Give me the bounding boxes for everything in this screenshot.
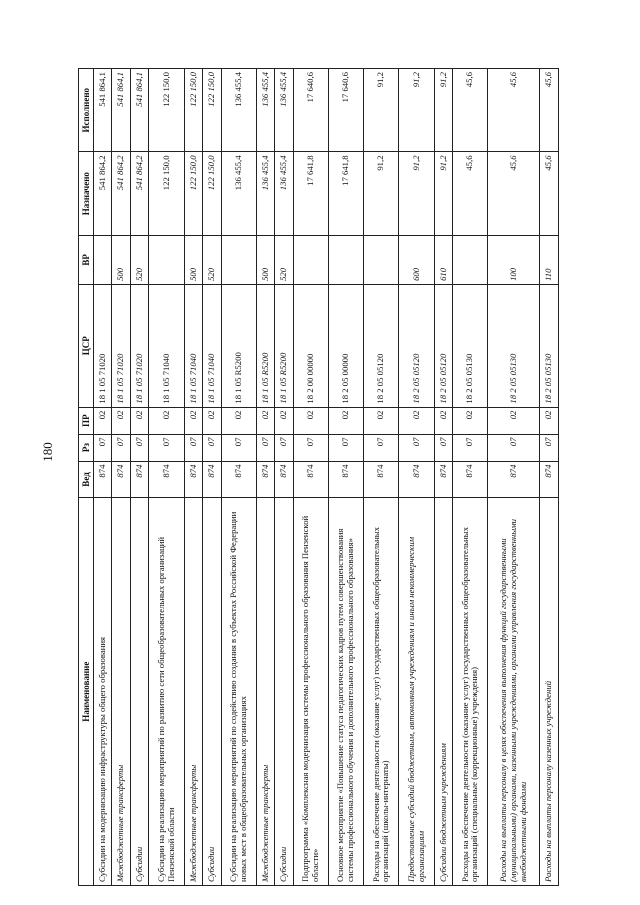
cell-vr: 600 [399,235,434,284]
cell-ved: 874 [94,461,112,498]
cell-rz: 07 [488,434,540,461]
cell-vr: 520 [203,235,221,284]
table-row [184,69,202,886]
cell-assigned: 17 641,8 [293,152,328,235]
cell-name: Межбюджетные трансферты [184,498,202,886]
cell-pr: 02 [130,407,148,434]
cell-ved: 874 [130,461,148,498]
cell-executed: 91,2 [434,69,452,152]
cell-pr: 02 [184,407,202,434]
cell-assigned: 122 150,0 [149,152,184,235]
cell-ved: 874 [149,461,184,498]
cell-name: Межбюджетные трансферты [256,498,274,886]
table-row [275,69,293,886]
cell-ved: 874 [203,461,221,498]
cell-csr: 18 2 05 05120 [364,284,399,407]
cell-name: Расходы на обеспечение деятельности (оказание услуг) государственных общеобразовательных организаций (школы-интернаты) [364,498,399,886]
cell-pr: 02 [488,407,540,434]
cell-pr: 02 [275,407,293,434]
cell-name: Субсидии [275,498,293,886]
cell-csr: 18 1 05 R5200 [256,284,274,407]
cell-ved: 874 [364,461,399,498]
cell-executed: 91,2 [364,69,399,152]
table-row [149,69,184,886]
cell-csr: 18 1 05 71040 [203,284,221,407]
cell-executed: 45,6 [540,69,559,152]
cell-vr: 520 [130,235,148,284]
cell-pr: 02 [540,407,559,434]
table-row [364,69,399,886]
cell-vr: 500 [184,235,202,284]
cell-executed: 541 864,1 [112,69,130,152]
cell-vr: 100 [488,235,540,284]
cell-executed: 541 864,1 [94,69,112,152]
cell-rz: 07 [328,434,363,461]
cell-name: Расходы на выплаты персоналу в целях обеспечения выполнения функций государственными (муниципальными) органами, казенными учреждениями, органами управления государственными внебюджетными фондами [488,498,540,886]
cell-pr: 02 [256,407,274,434]
table-row [293,69,328,886]
cell-executed: 122 150,0 [203,69,221,152]
cell-ved: 874 [434,461,452,498]
cell-ved: 874 [256,461,274,498]
cell-rz: 07 [221,434,256,461]
cell-executed: 91,2 [399,69,434,152]
cell-rz: 07 [149,434,184,461]
cell-executed: 136 455,4 [221,69,256,152]
cell-name: Расходы на обеспечение деятельности (оказание услуг) государственных общеобразовательных организаций (специальные (коррекционные) учреждения) [453,498,488,886]
cell-ved: 874 [221,461,256,498]
cell-assigned: 541 864,2 [94,152,112,235]
cell-name: Расходы на выплаты персоналу казенных учреждений [540,498,559,886]
cell-pr: 02 [112,407,130,434]
cell-executed: 541 864,1 [130,69,148,152]
cell-csr: 18 2 05 05130 [540,284,559,407]
cell-csr: 18 2 05 05130 [453,284,488,407]
header-pr: ПР [79,407,94,434]
cell-csr: 18 1 05 R5200 [275,284,293,407]
cell-ved: 874 [488,461,540,498]
cell-ved: 874 [275,461,293,498]
cell-assigned: 541 864,2 [130,152,148,235]
cell-ved: 874 [112,461,130,498]
cell-name: Предоставление субсидий бюджетным, автономным учреждениям и иным некоммерческим организациям [399,498,434,886]
cell-ved: 874 [540,461,559,498]
cell-pr: 02 [364,407,399,434]
cell-assigned: 136 455,4 [221,152,256,235]
cell-pr: 02 [149,407,184,434]
cell-csr: 18 2 05 00000 [328,284,363,407]
cell-pr: 02 [94,407,112,434]
cell-pr: 02 [328,407,363,434]
table-row [328,69,363,886]
cell-executed: 17 640,6 [328,69,363,152]
table-row [203,69,221,886]
cell-rz: 07 [203,434,221,461]
cell-assigned: 122 150,0 [203,152,221,235]
cell-ved: 874 [184,461,202,498]
cell-assigned: 136 455,4 [256,152,274,235]
cell-csr: 18 1 05 71040 [184,284,202,407]
cell-csr: 18 1 05 71020 [94,284,112,407]
cell-executed: 136 455,4 [275,69,293,152]
cell-csr: 18 1 05 71020 [112,284,130,407]
header-assigned: Назначено [79,152,94,235]
cell-assigned: 17 641,8 [328,152,363,235]
cell-vr [221,235,256,284]
budget-table [78,68,559,886]
cell-name: Подпрограмма «Комплексная модернизация системы профессионального образования Пензенской области» [293,498,328,886]
cell-rz: 07 [130,434,148,461]
cell-rz: 07 [453,434,488,461]
cell-assigned: 45,6 [453,152,488,235]
cell-rz: 07 [399,434,434,461]
cell-assigned: 122 150,0 [184,152,202,235]
cell-rz: 07 [112,434,130,461]
cell-name: Субсидии на реализацию мероприятий по содействию создания в субъектах Российской Федерации новых мест в общеобразовательных организациях [221,498,256,886]
cell-ved: 874 [293,461,328,498]
cell-rz: 07 [275,434,293,461]
cell-ved: 874 [328,461,363,498]
cell-name: Субсидии бюджетным учреждениям [434,498,452,886]
cell-assigned: 541 864,2 [112,152,130,235]
cell-csr: 18 1 05 71040 [149,284,184,407]
cell-pr: 02 [399,407,434,434]
header-executed: Исполнено [79,69,94,152]
cell-vr [453,235,488,284]
cell-csr: 18 2 05 05120 [399,284,434,407]
header-name: Наименование [79,498,94,886]
cell-pr: 02 [293,407,328,434]
cell-vr [149,235,184,284]
cell-executed: 45,6 [453,69,488,152]
cell-assigned: 91,2 [434,152,452,235]
cell-pr: 02 [203,407,221,434]
cell-vr [364,235,399,284]
cell-executed: 17 640,6 [293,69,328,152]
table-row [112,69,130,886]
cell-ved: 874 [453,461,488,498]
table-row [488,69,540,886]
cell-assigned: 91,2 [399,152,434,235]
cell-rz: 07 [364,434,399,461]
cell-rz: 07 [184,434,202,461]
cell-assigned: 136 455,4 [275,152,293,235]
cell-name: Основное мероприятие «Повышение статуса педагогических кадров путем совершенствования системы профессионального обучения и дополнительного профессионального образования» [328,498,363,886]
table-row [540,69,559,886]
cell-name: Межбюджетные трансферты [112,498,130,886]
cell-name: Субсидии на модернизацию инфраструктуры общего образования [94,498,112,886]
cell-executed: 122 150,0 [184,69,202,152]
table-header-row [79,69,94,886]
table-row [130,69,148,886]
cell-rz: 07 [94,434,112,461]
table-row [399,69,434,886]
cell-csr: 18 2 05 05120 [434,284,452,407]
cell-assigned: 45,6 [488,152,540,235]
cell-vr: 520 [275,235,293,284]
cell-executed: 122 150,0 [149,69,184,152]
table-body [94,69,559,886]
cell-pr: 02 [453,407,488,434]
cell-rz: 07 [293,434,328,461]
cell-vr [328,235,363,284]
cell-name: Субсидии на реализацию мероприятий по развитию сети общеобразовательных организаций Пензенской области [149,498,184,886]
cell-rz: 07 [256,434,274,461]
cell-vr [293,235,328,284]
table-row [221,69,256,886]
cell-assigned: 45,6 [540,152,559,235]
cell-ved: 874 [399,461,434,498]
cell-vr [94,235,112,284]
cell-csr: 18 2 05 05130 [488,284,540,407]
table-row [256,69,274,886]
cell-pr: 02 [434,407,452,434]
cell-csr: 18 2 00 00000 [293,284,328,407]
cell-csr: 18 1 05 R5200 [221,284,256,407]
cell-csr: 18 1 05 71020 [130,284,148,407]
table-row [453,69,488,886]
cell-executed: 136 455,4 [256,69,274,152]
rotated-table-container [78,68,559,886]
table-row [434,69,452,886]
table-row [94,69,112,886]
cell-vr: 500 [112,235,130,284]
cell-rz: 07 [434,434,452,461]
cell-pr: 02 [221,407,256,434]
cell-rz: 07 [540,434,559,461]
header-ved: Вед [79,461,94,498]
header-vr: ВР [79,235,94,284]
cell-assigned: 91,2 [364,152,399,235]
cell-name: Субсидии [130,498,148,886]
page-number: 180 [40,442,55,462]
cell-vr: 110 [540,235,559,284]
cell-vr: 610 [434,235,452,284]
cell-name: Субсидии [203,498,221,886]
cell-vr: 500 [256,235,274,284]
header-csr: ЦСР [79,284,94,407]
cell-executed: 45,6 [488,69,540,152]
header-rz: Рз [79,434,94,461]
